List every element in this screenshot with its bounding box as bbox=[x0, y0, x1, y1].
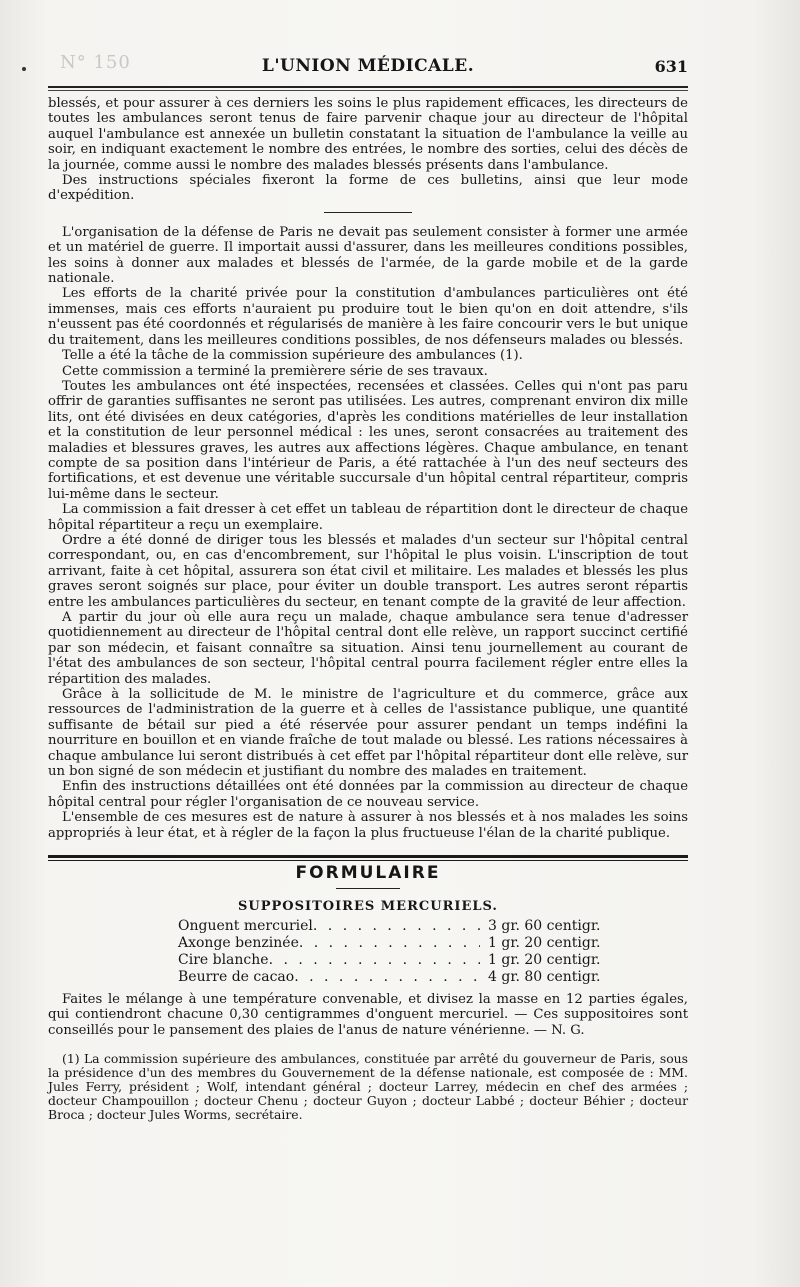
running-header bbox=[48, 52, 688, 88]
leader-dots bbox=[313, 918, 480, 935]
paragraph: L'organisation de la défense de Paris ne devait pas seulement consister à former une armée et un matériel de guerre. Il importait aussi d'assurer, dans les meilleures conditions possibles, les soins à donner aux malades et blessés de l'armée, de la garde mobile et de la garde nationale. bbox=[48, 224, 688, 287]
paragraph: A partir du jour où elle aura reçu un malade, chaque ambulance sera tenue d'adresser quotidiennement au directeur de l'hôpital central dont elle relève, un rapport succinct certifié par son médecin, et faisant connaître sa situation. Ainsi tenu journellement au courant de l'état des ambulances de son secteur, l'hôpital central pourra facilement régler entre elles la répartition des malades. bbox=[48, 610, 688, 687]
recipe-title: SUPPOSITOIRES MERCURIELS. bbox=[238, 898, 498, 914]
paragraph: Grâce à la sollicitude de M. le ministre de l'agriculture et du commerce, grâce aux ressources de l'administration de la guerre et à celles de l'assistance publique, une quantité suffisante de bétail sur pied a été réservée pour assurer pendant un temps indéfini la nourriture en bouillon et en viande fraîche de tout malade ou blessé. Les rations nécessaires à chaque ambulance lui seront distribués à cet effet par l'hôpital répartiteur dont elle relève, sur un bon signé de son médecin et justifiant du nombre des malades en traitement. bbox=[48, 687, 688, 780]
paragraph: Des instructions spéciales fixeront la forme de ces bulletins, ainsi que leur mode d'expédition. bbox=[48, 173, 688, 204]
recipe-instructions: Faites le mélange à une température convenable, et divisez la masse en 12 parties égales, qui contiendront chacune 0,30 centigrammes d'onguent mercuriel. — Ces suppositoires sont conseillés pour le pansement des plaies de l'anus de nature vénérienne. — N. G. bbox=[48, 991, 688, 1038]
ingredient-row bbox=[178, 935, 618, 952]
ingredient-quantity: 1 gr. 20 centigr. bbox=[488, 951, 601, 968]
leader-dots bbox=[294, 969, 480, 986]
ingredient-list bbox=[178, 918, 618, 986]
header-rule bbox=[48, 86, 688, 88]
leader-dots bbox=[299, 935, 480, 952]
paragraph: Enfin des instructions détaillées ont été données par la commission au directeur de chaque hôpital central pour régler l'organisation de ce nouveau service. bbox=[48, 779, 688, 810]
ingredient-row bbox=[178, 918, 618, 935]
paragraph: Toutes les ambulances ont été inspectées, recensées et classées. Celles qui n'ont pas paru offrir de garanties suffisantes ne seront pas utilisées. Les autres, comprenant environ dix mille lits, ont été divisées en deux catégories, d'après les conditions matérielles de leur installation et la constitution de leur personnel médical : les unes, seront consacrées au traitement des maladies et blessures graves, les autres aux affections légères. Chaque ambulance, en tenant compte de sa position dans l'intérieur de Paris, a été rattachée à l'un des neuf secteurs des fortifications, et est devenue une véritable succursale d'un hôpital central répartiteur, compris lui-même dans le secteur. bbox=[48, 378, 688, 502]
leader-dots bbox=[269, 952, 480, 969]
paragraph: La commission a fait dresser à cet effet un tableau de répartition dont le directeur de chaque hôpital répartiteur a reçu un exemplaire. bbox=[48, 502, 688, 533]
footnote-text: (1) La commission supérieure des ambulances, constituée par arrêté du gouverneur de Paris, sous la présidence d'un des membres du Gouvernement de la défense nationale, est composée de : MM. Jules Ferry, président ; Wolf, intendant général ; docteur Larrey, médecin en chef des armées ; docteur Champouillon ; docteur Chenu ; docteur Guyon ; docteur Labbé ; docteur Béhier ; docteur Broca ; docteur Jules Worms, secrétaire. bbox=[48, 1051, 688, 1123]
footnote bbox=[48, 1052, 688, 1122]
ingredient-quantity: 1 gr. 20 centigr. bbox=[488, 934, 601, 951]
ingredient-quantity: 3 gr. 60 centigr. bbox=[488, 917, 601, 934]
ingredient-name: Axonge benzinée bbox=[178, 934, 299, 951]
paragraph: Les efforts de la charité privée pour la constitution d'ambulances particulières ont été immenses, mais ces efforts n'auraient pu produire tout le bien qu'on en doit attendre, s'ils n'eussent pas été coordonnés et régularisés de manière à les faire concourir vers le but unique du traitement, dans les meilleures conditions possibles, de nos défenseurs malades ou blessés. bbox=[48, 286, 688, 348]
page-number: 631 bbox=[654, 57, 688, 76]
ingredient-name: Beurre de cacao bbox=[178, 968, 295, 985]
paragraph: Ordre a été donné de diriger tous les blessés et malades d'un secteur sur l'hôpital central correspondant, ou, en cas d'encombrement, sur l'hôpital le plus voisin. L'inscription de tout arrivant, faite à cet hôpital, assurera son état civil et militaire. Les malades et blessés les plus graves seront soignés sur place, pour éviter un double transport. Les autres seront répartis entre les ambulances particulières du secteur, en tenant compte de la gravité de leur affection. bbox=[48, 532, 688, 610]
ingredient-row bbox=[178, 952, 618, 969]
journal-title: L'UNION MÉDICALE. bbox=[261, 56, 475, 76]
bleed-through-text: N° 150 bbox=[60, 52, 131, 73]
formulaire-underline bbox=[336, 888, 400, 889]
paragraph: Cette commission a terminé la premièrere série de ses travaux. bbox=[62, 363, 488, 379]
paragraph: blessés, et pour assurer à ces derniers les soins le plus rapidement efficaces, les directeurs de toutes les ambulances seront tenus de faire parvenir chaque jour au directeur de l'hôpital auquel l'ambulance est annexée un bulletin constatant la situation de l'ambulance la veille au soir, en indiquant exactement le nombre des entrées, le nombre des sorties, celui des décès de la journée, comme aussi le nombre des malades blessés présents dans l'ambulance. bbox=[48, 96, 688, 173]
formulaire-heading: FORMULAIRE bbox=[295, 863, 441, 884]
ingredient-name: Onguent mercuriel bbox=[178, 917, 313, 934]
section-divider bbox=[324, 212, 412, 213]
paragraph: Telle a été la tâche de la commission supérieure des ambulances (1). bbox=[62, 348, 523, 364]
margin-dot bbox=[22, 67, 26, 71]
formulaire-rule bbox=[48, 855, 688, 858]
ingredient-row bbox=[178, 969, 618, 986]
paragraph: L'ensemble de ces mesures est de nature à assurer à nos blessés et à nos malades les soins appropriés à leur état, et à régler de la façon la plus fructueuse l'élan de la charité publique. bbox=[48, 810, 688, 841]
ingredient-name: Cire blanche bbox=[178, 951, 269, 968]
text-column bbox=[48, 96, 688, 1122]
ingredient-quantity: 4 gr. 80 centigr. bbox=[488, 968, 601, 985]
